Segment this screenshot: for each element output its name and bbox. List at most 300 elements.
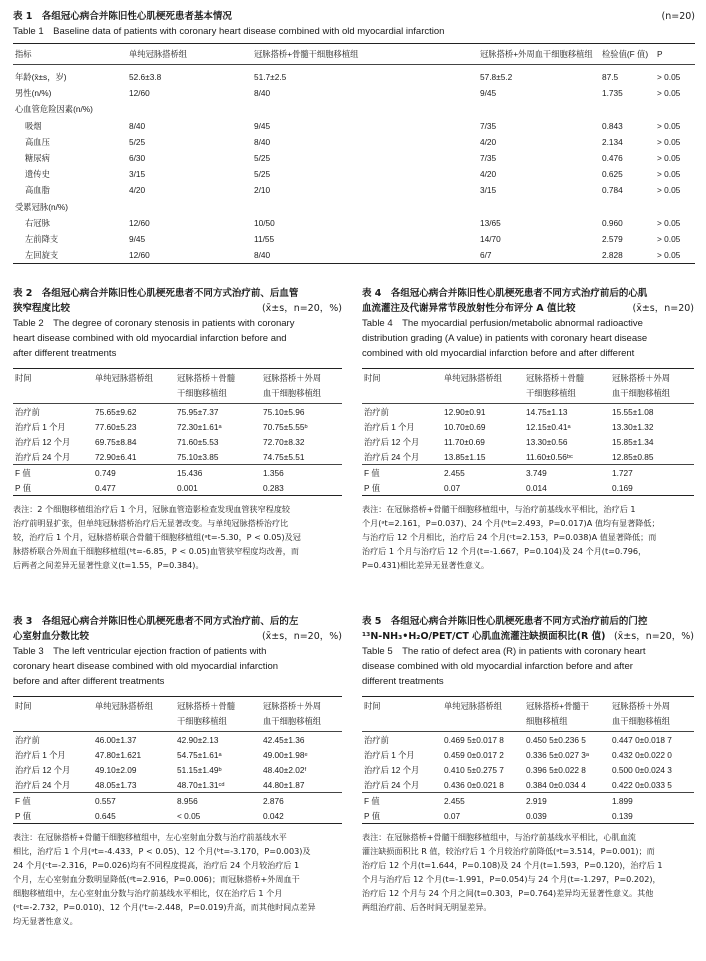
- table-3-title: [13, 614, 342, 644]
- table-3-en-line: before and after different treatments: [13, 676, 165, 687]
- table-cell: P 值: [364, 810, 380, 821]
- table-3-stat: (x̄±s，n=20，%): [261, 631, 342, 642]
- table-cell: 48.40±2.02ᶠ: [263, 764, 307, 775]
- table-cell: 12/60: [129, 217, 150, 228]
- table-cell: 5/25: [254, 153, 271, 164]
- table-cell: [127, 101, 252, 117]
- table-cell: [600, 199, 655, 215]
- table-cell: 13.30±1.32: [612, 421, 654, 432]
- table-cell: P: [655, 44, 695, 65]
- table-cell: 14.75±1.13: [526, 406, 568, 417]
- table-1-title: [13, 9, 695, 24]
- table-cell: 时间: [364, 373, 381, 383]
- table-3-note-line: 个月，左心室射血分数明显降低(ᵈt=2.916，P=0.006)；而冠脉搭桥+外周血干: [13, 874, 300, 884]
- table-row: [13, 85, 695, 101]
- table-cell: 9/45: [480, 88, 497, 99]
- table-cell: 0.139: [612, 810, 633, 821]
- table-cell: 70.75±5.55ᵇ: [263, 421, 308, 432]
- table-cell: 2.876: [263, 795, 284, 806]
- table-cell: [655, 199, 695, 215]
- table-cell: 10.70±0.69: [444, 421, 486, 432]
- table-cell: 0.001: [177, 482, 198, 493]
- table-cell: [362, 715, 442, 732]
- table-cell: 0.784: [602, 185, 623, 196]
- table-2-en-line: Table 2 The degree of coronary stenosis in patients with coronary: [13, 318, 295, 329]
- table-cell: [252, 101, 478, 117]
- table-row: [362, 404, 694, 420]
- table-cell: 0.432 0±0.022 0: [612, 749, 672, 760]
- table-cell: 0.042: [263, 810, 284, 821]
- table-row: [13, 419, 342, 434]
- table-cell: 4/20: [129, 185, 146, 196]
- table-3-note-line: 表注：在冠脉搭桥+骨髓干细胞移植组中，左心室射血分数与治疗前基线水平: [13, 832, 287, 842]
- table-cell: 单纯冠脉搭桥组: [95, 701, 154, 711]
- table-1-title-cn: 表 1 各组冠心病合并陈旧性心肌梗死患者基本情况: [13, 11, 232, 22]
- table-cell: 75.65±9.62: [95, 406, 137, 417]
- table-row: [13, 150, 695, 166]
- table-cell: 2/10: [254, 185, 271, 196]
- table-cell: 0.645: [95, 810, 116, 821]
- table-cell: 干细胞移植组: [175, 715, 261, 732]
- table-cell: 69.75±8.84: [95, 436, 137, 447]
- table-2-title-en: [13, 316, 342, 361]
- table-3-note-line: 相比，治疗后 1 个月(ᵃt=-4.433，P < 0.05)、12 个月(ᵇt=-3.170，P=0.003)及: [13, 846, 311, 856]
- table-3-en-line: coronary heart disease combined with old myocardial infarction: [13, 661, 279, 672]
- table-row: [13, 118, 695, 134]
- table-cell: > 0.05: [657, 185, 681, 196]
- table-cell: 0.749: [95, 467, 116, 478]
- table-cell: [127, 199, 252, 215]
- table-cell: 1.727: [612, 467, 633, 478]
- table-cell: 54.75±1.61ᵃ: [177, 749, 222, 760]
- table-cell: 12.15±0.41ᵃ: [526, 421, 571, 432]
- table-cell: 1.735: [602, 88, 623, 99]
- table-cell: [93, 387, 175, 404]
- table-cell: 时间: [364, 701, 381, 711]
- table-header-row: [13, 715, 342, 732]
- table-cell: 6/7: [480, 250, 492, 261]
- table-3-title-line2: 心室射血分数比较: [13, 631, 90, 642]
- table-5-en-line: Table 5 The ratio of defect area (R) in patients with coronary heart: [362, 646, 646, 657]
- table-cell: 吸烟: [25, 120, 42, 131]
- table-cell: 冠脉搭桥+骨髓干细胞移植组: [252, 44, 478, 65]
- table-2-title-line1: 表 2 各组冠心病合并陈旧性心肌梗死患者不同方式治疗前、后血管: [13, 288, 299, 299]
- table-stat-row: [13, 808, 342, 824]
- table-5-note-line: 表注：在冠脉搭桥+骨髓干细胞移植组中，与治疗前基线水平相比，心肌血流: [362, 832, 636, 842]
- table-row: [13, 732, 342, 748]
- table-cell: > 0.05: [657, 233, 681, 244]
- table-cell: < 0.05: [177, 810, 201, 821]
- table-header-row: [362, 387, 694, 404]
- table-cell: [442, 387, 524, 404]
- table-cell: 48.05±1.73: [95, 779, 137, 790]
- table-cell: 7/35: [480, 120, 497, 131]
- table-cell: 42.45±1.36: [263, 734, 305, 745]
- table-3-title-line1: 表 3 各组冠心病合并陈旧性心肌梗死患者不同方式治疗前、后的左: [13, 616, 299, 627]
- table-cell: [442, 715, 524, 732]
- table-cell: 75.95±7.37: [177, 406, 219, 417]
- table-cell: 0.476: [602, 153, 623, 164]
- table-cell: 治疗前: [15, 406, 40, 417]
- table-5-title: [362, 614, 694, 644]
- table-4-title-en: [362, 316, 694, 361]
- table-cell: 74.75±5.51: [263, 451, 305, 462]
- table-cell: 右冠脉: [25, 217, 50, 228]
- table-cell: > 0.05: [657, 88, 681, 99]
- table-cell: 0.039: [526, 810, 547, 821]
- table-cell: 2.455: [444, 467, 465, 478]
- table-cell: 15.85±1.34: [612, 436, 654, 447]
- table-cell: 0.459 0±0.017 2: [444, 749, 504, 760]
- table-cell: 48.70±1.31ᶜᵈ: [177, 779, 225, 790]
- table-stat-row: [362, 480, 694, 496]
- table-row: [13, 777, 342, 793]
- table-cell: 左前降支: [25, 233, 59, 244]
- table-cell: 0.283: [263, 482, 284, 493]
- table-cell: 治疗后 12 个月: [15, 764, 71, 775]
- table-cell: 57.8±5.2: [480, 72, 513, 83]
- table-cell: 治疗后 1 个月: [364, 421, 415, 432]
- table-4-note-line: 个月(ᵃt=2.161，P=0.037)、24 个月(ᵇt=2.493，P=0.017)A 值均有显著降低；: [362, 518, 660, 528]
- table-cell: 12.90±0.91: [444, 406, 486, 417]
- table-cell: > 0.05: [657, 217, 681, 228]
- table-cell: 2.919: [526, 795, 547, 806]
- table-cell: 0.500 0±0.024 3: [612, 764, 672, 775]
- table-cell: 0.469 5±0.017 8: [444, 734, 504, 745]
- table-2-note-line: 较，治疗后 1 个月，冠脉搭桥联合骨髓干细胞移植组(ᵃt=-5.30，P < 0.05)及冠: [13, 532, 301, 542]
- table-cell: 10/50: [254, 217, 275, 228]
- table-cell: > 0.05: [657, 250, 681, 261]
- table-row: [362, 732, 694, 748]
- table-cell: 0.477: [95, 482, 116, 493]
- table-row: [362, 777, 694, 793]
- table-cell: P 值: [364, 482, 380, 493]
- table-4-note-line: P=0.431)相比差异无显著性意义。: [362, 560, 490, 570]
- table-cell: 12/60: [129, 88, 150, 99]
- table-header-row: [13, 369, 342, 388]
- table-cell: 3.749: [526, 467, 547, 478]
- table-cell: 7/35: [480, 153, 497, 164]
- table-2: [13, 286, 342, 572]
- table-row: [13, 404, 342, 420]
- table-row: [13, 182, 695, 198]
- table-5-note-line: 个月与治疗后 12 个月(t=-1.991，P=0.054)与 24 个月(t=-1.297，P=0.202)，: [362, 874, 661, 884]
- table-5-note-line: 治疗后 12 个月(t=1.644，P=0.108)及 24 个月(t=1.593，P=0.120)，治疗后 1: [362, 860, 663, 870]
- table-cell: 2.828: [602, 250, 623, 261]
- table-2-note-line: 表注：2 个细胞移植组治疗后 1 个月，冠脉血管造影检查发现血管狭窄程度较: [13, 504, 291, 514]
- table-3-note: [13, 830, 342, 928]
- table-cell: 心血管危险因素(n/%): [15, 104, 93, 115]
- table-5-title-line1: 表 5 各组冠心病合并陈旧性心肌梗死患者不同方式治疗前后的门控: [362, 616, 648, 627]
- table-cell: [252, 199, 478, 215]
- table-cell: 8/40: [129, 120, 146, 131]
- table-cell: > 0.05: [657, 72, 681, 83]
- table-2-note-line: 治疗前明显扩张，但单纯冠脉搭桥治疗后无显著改变。与单纯冠脉搭桥治疗比: [13, 518, 289, 528]
- table-4-note-line: 治疗后 1 个月与治疗后 12 个月(t=-1.667，P=0.104)及 24 个月(t=0.796，: [362, 546, 647, 556]
- table-3-en-line: Table 3 The left ventricular ejection fraction of patients with: [13, 646, 267, 657]
- table-row: [13, 247, 695, 264]
- table-cell: 治疗后 12 个月: [15, 436, 71, 447]
- table-cell: 49.00±1.98ᵉ: [263, 749, 308, 760]
- table-cell: > 0.05: [657, 153, 681, 164]
- table-header-row: [13, 44, 695, 65]
- table-cell: 8/40: [254, 250, 271, 261]
- table-row: [13, 449, 342, 465]
- table-stat-row: [13, 480, 342, 496]
- table-cell: 冠脉搭桥＋外周: [263, 701, 322, 711]
- table-5-note-line: 灌注缺损面积比 R 值，较治疗后 1 个月较治疗前降低(ᵃt=3.514，P=0.001)；而: [362, 846, 655, 856]
- table-cell: 75.10±3.85: [177, 451, 219, 462]
- table-cell: 87.5: [602, 72, 619, 83]
- table-cell: 51.15±1.49ᵇ: [177, 764, 222, 775]
- table-stat-row: [362, 793, 694, 809]
- table-cell: 年龄(x̄±s，岁): [15, 72, 67, 83]
- table-2-note-line: 后两者之间差异无显著性意义(t=1.55，P=0.384)。: [13, 560, 204, 570]
- table-cell: 干细胞移植组: [524, 387, 610, 404]
- table-cell: 51.7±2.5: [254, 72, 287, 83]
- table-cell: 治疗后 1 个月: [364, 749, 415, 760]
- table-2-title: [13, 286, 342, 316]
- table-cell: [600, 101, 655, 117]
- table-4-note: [362, 502, 694, 572]
- table-cell: 冠脉搭桥+骨髓干: [526, 701, 589, 711]
- table-row: [362, 762, 694, 777]
- table-cell: 5/25: [129, 136, 146, 147]
- table-cell: 71.60±5.53: [177, 436, 219, 447]
- table-cell: 1.899: [612, 795, 633, 806]
- table-5-note-line: 治疗后 12 个月与 24 个月之间(t=0.303，P=0.764)差异均无显著性意义。其他: [362, 888, 654, 898]
- table-4-title: [362, 286, 694, 316]
- table-cell: [478, 199, 600, 215]
- table-cell: 4/20: [480, 136, 497, 147]
- table-header-row: [362, 369, 694, 388]
- table-cell: 72.70±8.32: [263, 436, 305, 447]
- table-4-note-line: 表注：在冠脉搭桥+骨髓干细胞移植组中，与治疗前基线水平相比，治疗后 1: [362, 504, 636, 514]
- table-4: [362, 286, 694, 572]
- table-cell: 0.422 0±0.033 5: [612, 779, 672, 790]
- table-4-en-line: Table 4 The myocardial perfusion/metabolic abnormal radioactive: [362, 318, 643, 329]
- table-cell: 细胞移植组: [524, 715, 610, 732]
- table-header-row: [362, 715, 694, 732]
- table-row: [13, 101, 695, 117]
- table-cell: 时间: [15, 701, 32, 711]
- table-1: [13, 9, 695, 264]
- table-cell: 5/25: [254, 169, 271, 180]
- table-cell: 14/70: [480, 233, 501, 244]
- table-cell: 15.436: [177, 467, 203, 478]
- table-cell: 0.396 5±0.022 8: [526, 764, 586, 775]
- table-cell: [478, 101, 600, 117]
- table-2-grid: [13, 368, 342, 496]
- table-cell: 0.384 0±0.034 4: [526, 779, 586, 790]
- table-2-en-line: heart disease combined with old myocardial infarction before and: [13, 333, 287, 344]
- table-row: [13, 215, 695, 231]
- table-cell: 44.80±1.87: [263, 779, 305, 790]
- table-2-note-line: 脉搭桥联合外周血干细胞移植组(ᵇt=-6.85，P < 0.05)血管狭窄程度均改善，而: [13, 546, 299, 556]
- table-cell: 0.450 5±0.236 5: [526, 734, 586, 745]
- table-row: [362, 419, 694, 434]
- table-cell: 2.134: [602, 136, 623, 147]
- table-cell: 血干细胞移植组: [261, 387, 342, 404]
- table-header-row: [13, 387, 342, 404]
- table-cell: 单纯冠脉搭桥组: [127, 44, 252, 65]
- table-5-en-line: disease combined with old myocardial infarction before and after: [362, 661, 633, 672]
- table-cell: 13.85±1.15: [444, 451, 486, 462]
- table-cell: 治疗前: [364, 406, 389, 417]
- table-cell: 单纯冠脉搭桥组: [95, 373, 154, 383]
- table-cell: 11.70±0.69: [444, 436, 485, 447]
- table-cell: [362, 387, 442, 404]
- table-cell: 受累冠脉(n/%): [15, 201, 69, 212]
- table-1-n: (n=20): [661, 11, 695, 22]
- table-cell: > 0.05: [657, 169, 681, 180]
- table-cell: 0.014: [526, 482, 547, 493]
- table-cell: 0.557: [95, 795, 116, 806]
- table-row: [13, 65, 695, 86]
- table-row: [13, 166, 695, 182]
- table-cell: 治疗后 1 个月: [15, 421, 66, 432]
- table-row: [362, 434, 694, 449]
- table-cell: 单纯冠脉搭桥组: [444, 701, 503, 711]
- table-3-note-line: 细胞移植组中，左心室射血分数与治疗前基线水平相比，仅在治疗后 1 个月: [13, 888, 283, 898]
- table-cell: 血干细胞移植组: [261, 715, 342, 732]
- table-cell: 0.07: [444, 482, 461, 493]
- table-cell: 2.579: [602, 233, 623, 244]
- table-cell: F 值: [15, 467, 31, 478]
- table-cell: 0.447 0±0.018 7: [612, 734, 672, 745]
- table-cell: 治疗后 1 个月: [15, 749, 66, 760]
- table-cell: 52.6±3.8: [129, 72, 162, 83]
- table-cell: 13.30±0.56: [526, 436, 568, 447]
- table-cell: > 0.05: [657, 136, 681, 147]
- table-cell: > 0.05: [657, 120, 681, 131]
- table-cell: 4/20: [480, 169, 497, 180]
- table-cell: 0.336 5±0.027 3ᵃ: [526, 749, 590, 760]
- table-3-grid: [13, 696, 342, 824]
- table-cell: 冠脉搭桥＋骨髓: [177, 701, 236, 711]
- table-cell: 血干细胞移植组: [610, 715, 694, 732]
- table-cell: 遗传史: [25, 169, 50, 180]
- table-cell: 1.356: [263, 467, 284, 478]
- table-cell: 8.956: [177, 795, 198, 806]
- table-cell: 高血压: [25, 136, 50, 147]
- table-cell: 6/30: [129, 153, 146, 164]
- table-cell: 77.60±5.23: [95, 421, 137, 432]
- table-4-note-line: 与治疗后 12 个月相比，治疗后 24 个月(ᶜt=2.153，P=0.038)A 值显著降低；而: [362, 532, 657, 542]
- table-row: [362, 449, 694, 465]
- table-cell: 42.90±2.13: [177, 734, 219, 745]
- table-cell: 11/55: [254, 233, 275, 244]
- table-cell: [13, 387, 93, 404]
- table-4-title-line1: 表 4 各组冠心病合并陈旧性心肌梗死患者不同方式治疗前后的心肌: [362, 288, 648, 299]
- table-cell: 0.436 0±0.021 8: [444, 779, 504, 790]
- table-cell: F 值: [364, 795, 380, 806]
- table-3-note-line: 24 个月(ᶜt=-2.316，P=0.026)均有不同程度提高，治疗后 24 个月较治疗后 1: [13, 860, 300, 870]
- table-4-stat: (x̄±s，n=20): [632, 303, 694, 314]
- table-1-title-en: Table 1 Baseline data of patients with coronary heart disease combined with old myocardial infarction: [13, 26, 445, 37]
- table-5-note-line: 两组治疗前、后各时间无明显差异。: [362, 902, 492, 912]
- table-cell: 男性(n/%): [15, 88, 52, 99]
- table-2-en-line: after different treatments: [13, 348, 117, 359]
- table-cell: 0.960: [602, 217, 623, 228]
- table-2-stat: (x̄±s，n=20，%): [261, 303, 342, 314]
- table-cell: 冠脉搭桥＋外周: [263, 373, 322, 383]
- table-row: [13, 199, 695, 215]
- table-cell: 0.410 5±0.275 7: [444, 764, 504, 775]
- table-5: [362, 614, 694, 914]
- table-4-en-line: distribution grading (A value) in patients with coronary heart disease: [362, 333, 648, 344]
- table-cell: 12/60: [129, 250, 150, 261]
- table-stat-row: [13, 793, 342, 809]
- table-row: [13, 762, 342, 777]
- table-cell: P 值: [15, 482, 31, 493]
- table-cell: [93, 715, 175, 732]
- table-cell: 15.55±1.08: [612, 406, 654, 417]
- table-cell: 0.07: [444, 810, 461, 821]
- table-row: [362, 747, 694, 762]
- table-cell: 单纯冠脉搭桥组: [444, 373, 503, 383]
- table-row: [13, 134, 695, 150]
- table-cell: 冠脉搭桥＋骨髓: [526, 373, 585, 383]
- table-cell: 治疗前: [15, 734, 40, 745]
- table-4-title-line2: 血流灌注及代谢异常节段放射性分布评分 A 值比较: [362, 303, 576, 314]
- table-cell: 72.30±1.61ᵃ: [177, 421, 222, 432]
- table-2-note: [13, 502, 342, 572]
- table-cell: 血干细胞移植组: [610, 387, 694, 404]
- table-header-row: [362, 697, 694, 716]
- table-cell: 2.455: [444, 795, 465, 806]
- table-stat-row: [13, 465, 342, 481]
- table-cell: 0.169: [612, 482, 633, 493]
- table-cell: 0.843: [602, 120, 623, 131]
- table-cell: 糖尿病: [25, 153, 50, 164]
- table-cell: 治疗后 12 个月: [364, 436, 420, 447]
- table-cell: 12.85±0.85: [612, 451, 654, 462]
- table-4-en-line: combined with old myocardial infarction before and after different: [362, 348, 635, 359]
- table-cell: 3/15: [480, 185, 497, 196]
- table-stat-row: [362, 808, 694, 824]
- table-cell: 49.10±2.09: [95, 764, 137, 775]
- table-cell: 左回旋支: [25, 250, 59, 261]
- table-5-title-line2: ¹³N-NH₃•H₂O/PET/CT 心肌血流灌注缺损面积比(R 值): [362, 631, 606, 642]
- table-cell: 13/65: [480, 217, 501, 228]
- table-5-en-line: different treatments: [362, 676, 444, 687]
- table-cell: 46.00±1.37: [95, 734, 137, 745]
- table-cell: 指标: [13, 44, 127, 65]
- table-cell: 冠脉搭桥+外周血干细胞移植组: [478, 44, 600, 65]
- table-cell: 治疗后 24 个月: [15, 451, 71, 462]
- table-cell: 8/40: [254, 88, 271, 99]
- table-cell: 3/15: [129, 169, 146, 180]
- table-cell: 治疗前: [364, 734, 389, 745]
- table-cell: 75.10±5.96: [263, 406, 305, 417]
- table-cell: 高血脂: [25, 185, 50, 196]
- table-cell: 治疗后 24 个月: [364, 779, 420, 790]
- table-row: [13, 434, 342, 449]
- table-cell: 检验值(F 值): [600, 44, 655, 65]
- table-5-stat: (x̄±s，n=20，%): [613, 631, 694, 642]
- table-3-note-line: 均无显著性意义。: [13, 916, 78, 926]
- table-5-note: [362, 830, 694, 914]
- table-cell: 治疗后 12 个月: [364, 764, 420, 775]
- table-cell: P 值: [15, 810, 31, 821]
- table-cell: 0.625: [602, 169, 623, 180]
- table-1-grid: [13, 43, 695, 264]
- table-cell: 9/45: [129, 233, 146, 244]
- table-3-note-line: (ᵉt=-2.732，P=0.010)、12 个月(ᶠt=-2.448，P=0.019)升高，而其他时间点差异: [13, 902, 316, 912]
- table-cell: 冠脉搭桥＋外周: [612, 701, 671, 711]
- table-3-title-en: [13, 644, 342, 689]
